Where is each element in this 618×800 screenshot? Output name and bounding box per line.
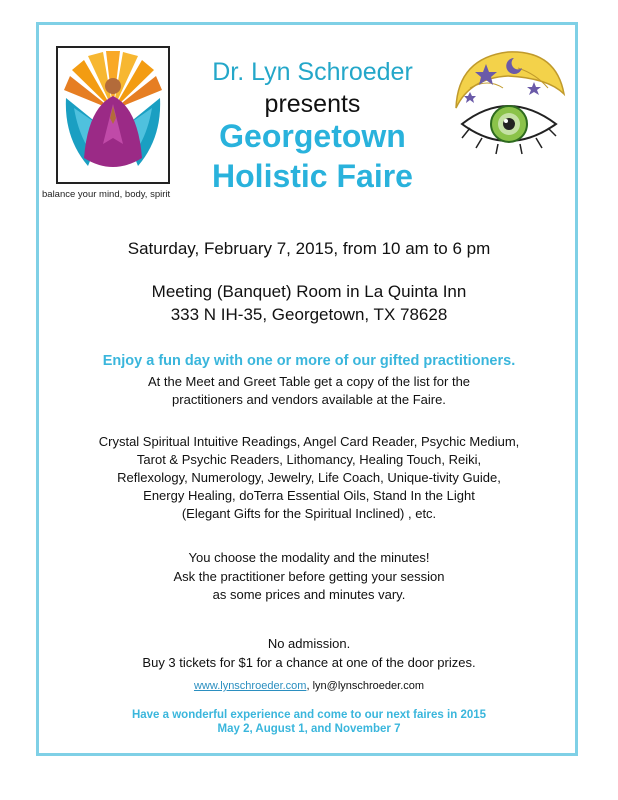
closing-line2: May 2, August 1, and November 7 [217, 723, 401, 735]
admission-line: No admission. [267, 636, 351, 651]
event-date: Saturday, February 7, 2015, from 10 am to 6 pm [127, 239, 491, 258]
website-link[interactable]: www.lynschroeder.com [193, 680, 307, 692]
logo-tagline: balance your mind, body, spirit [42, 189, 171, 200]
modality-line: as some prices and minutes vary. [212, 587, 406, 602]
closing-line1: Have a wonderful experience and come to our next faires in 2015 [131, 709, 487, 721]
door-prize-line: Buy 3 tickets for $1 for a chance at one of the door prizes. [142, 655, 476, 670]
intro-headline: Enjoy a fun day with one or more of our gifted practitioners. [102, 353, 516, 369]
email-address: lyn@lynschroeder.com [312, 680, 425, 692]
services-line: Crystal Spiritual Intuitive Readings, Angel Card Reader, Psychic Medium, [98, 434, 520, 449]
event-title-line2: Holistic Faire [212, 158, 413, 194]
logo-box [56, 46, 170, 184]
venue-address: 333 N IH-35, Georgetown, TX 78628 [170, 305, 448, 324]
contact-line [40, 680, 578, 692]
closing-message [40, 708, 578, 736]
eye-with-starry-cap-icon [448, 48, 570, 160]
services-line: (Elegant Gifts for the Spiritual Inclined) , etc. [181, 506, 437, 521]
services-list [40, 433, 578, 523]
services-line: Reflexology, Numerology, Jewelry, Life Coach, Unique-tivity Guide, [117, 470, 501, 485]
modality-line: Ask the practitioner before getting your session [173, 568, 445, 584]
event-title-line1: Georgetown [219, 118, 406, 154]
services-line: Tarot & Psychic Readers, Lithomancy, Healing Touch, Reiki, [136, 452, 482, 467]
intro-line2: practitioners and vendors available at the Faire. [172, 392, 446, 407]
modality-line: You choose the modality and the minutes! [188, 550, 430, 565]
meditating-figure-logo-icon [58, 48, 168, 182]
venue-name: Meeting (Banquet) Room in La Quinta Inn [151, 282, 467, 301]
modality-text [40, 549, 578, 605]
contact-separator: , [306, 680, 313, 692]
presenter-name: Dr. Lyn Schroeder [212, 58, 413, 86]
presents-label: presents [264, 90, 361, 118]
services-line: Energy Healing, doTerra Essential Oils, Stand In the Light [143, 488, 475, 503]
intro-line1: At the Meet and Greet Table get a copy of the list for the [147, 374, 471, 389]
